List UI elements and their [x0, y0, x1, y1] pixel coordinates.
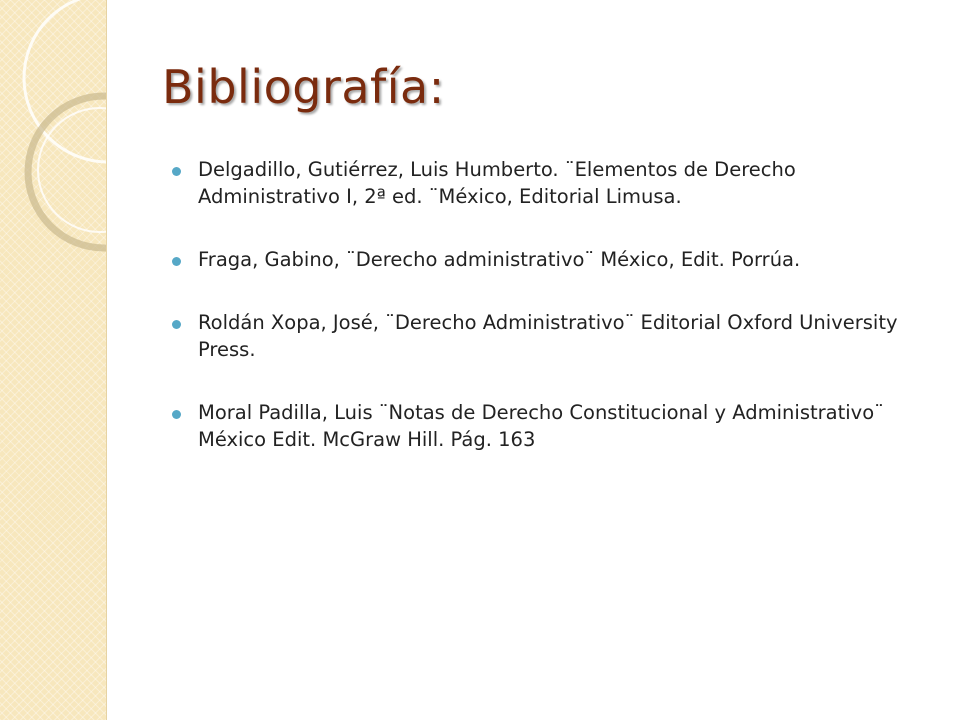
bibliography-item-text: Delgadillo, Gutiérrez, Luis Humberto. ¨Elementos de Derecho Administrativo I, 2ª ed. ¨México, Editorial Limusa. — [198, 158, 796, 208]
bibliography-item — [172, 246, 932, 273]
bibliography-item — [172, 156, 932, 210]
bibliography-item-text: Roldán Xopa, José, ¨Derecho Administrativo¨ Editorial Oxford University Press. — [198, 311, 898, 361]
bibliography-item — [172, 399, 932, 453]
bullet-icon — [172, 320, 181, 329]
bibliography-item-text: Moral Padilla, Luis ¨Notas de Derecho Constitucional y Administrativo¨ México Edit. McGraw Hill. Pág. 163 — [198, 401, 884, 451]
bullet-icon — [172, 257, 181, 266]
bibliography-item — [172, 309, 932, 363]
bibliography-list — [172, 156, 932, 489]
bullet-icon — [172, 167, 181, 176]
bibliography-item-text: Fraga, Gabino, ¨Derecho administrativo¨ México, Edit. Porrúa. — [198, 248, 801, 271]
bullet-icon — [172, 410, 181, 419]
slide-title: Bibliografía: — [162, 60, 445, 114]
decorative-rings — [0, 0, 106, 260]
decorative-sidebar — [0, 0, 107, 720]
